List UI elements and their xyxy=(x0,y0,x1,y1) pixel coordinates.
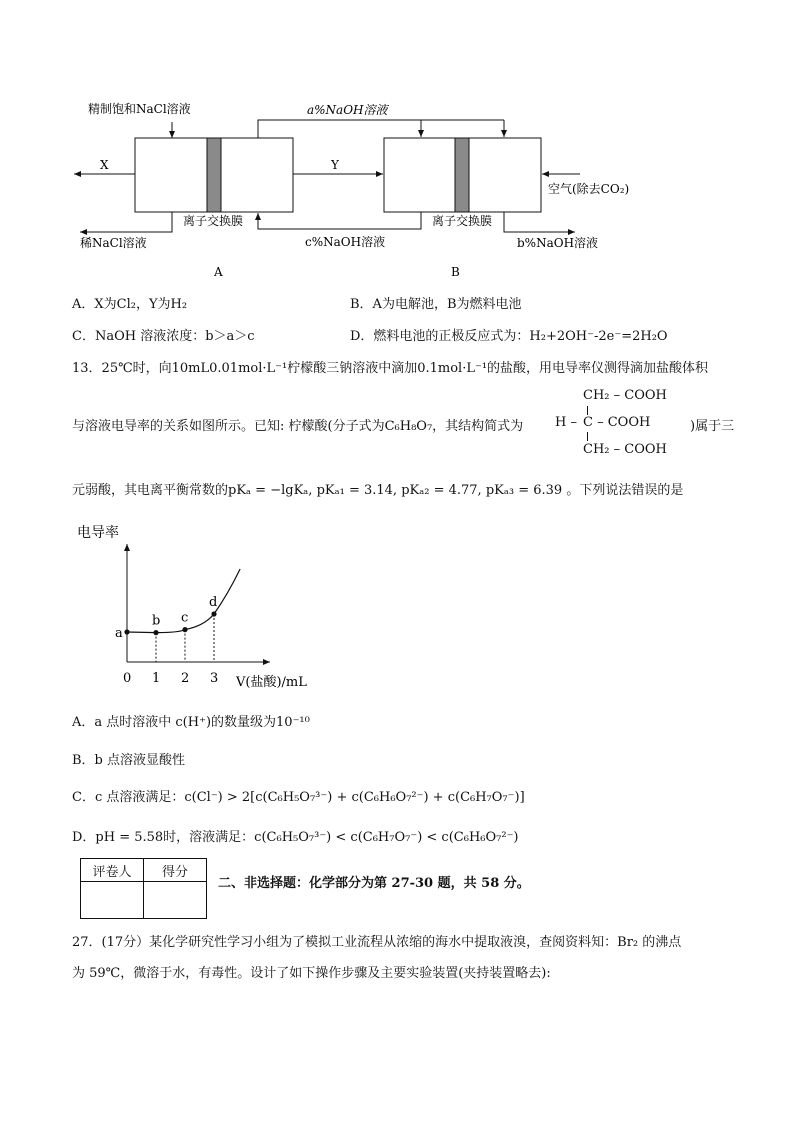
naoh-c-label: c%NaOH溶液 xyxy=(305,235,386,249)
q13-line1: 13．25℃时，向10mL0.01mol·L⁻¹柠檬酸三钠溶液中滴加0.1mol·L⁻¹的盐酸，用电导率仪测得滴加盐酸体积 xyxy=(72,361,709,376)
point-c xyxy=(182,627,187,632)
struct-bot: CH₂ – COOH xyxy=(583,442,667,457)
grader-cell xyxy=(81,882,144,919)
air-label: 空气(除去CO₂) xyxy=(548,182,630,196)
q13-option-d: D．pH = 5.58时，溶液满足：c(C₆H₅O₇³⁻) < c(C₆H₇O₇⁻) < c(C₆H₆O₇²⁻) xyxy=(72,830,519,845)
conductivity-chart xyxy=(0,508,794,708)
score-header: 得分 xyxy=(144,859,207,882)
q27-line1: 27．(17分）某化学研究性学习小组为了模拟工业流程从浓缩的海水中提取液溴，查阅资料知：Br₂ 的沸点 xyxy=(72,935,682,950)
naoh-a-label: a%NaOH溶液 xyxy=(307,103,388,117)
q13-option-b: B．b 点溶液显酸性 xyxy=(72,753,186,768)
membrane-a-bar xyxy=(207,138,221,212)
struct-mid: C – COOH xyxy=(583,415,651,430)
x-label: X xyxy=(100,158,109,172)
point-d xyxy=(211,611,216,616)
q12-option-b: B．A为电解池，B为燃料电池 xyxy=(350,297,522,312)
point-label-d: d xyxy=(209,595,218,610)
section-heading: 二、非选择题：化学部分为第 27-30 题，共 58 分。 xyxy=(218,876,530,891)
electrolysis-diagram xyxy=(0,0,794,290)
q12-option-d: D．燃料电池的正极反应式为：H₂+2OH⁻-2e⁻=2H₂O xyxy=(350,329,668,344)
struct-bond-down xyxy=(587,432,588,441)
q13-option-a: A．a 点时溶液中 c(H⁺)的数量级为10⁻¹⁰ xyxy=(72,715,310,730)
q13-line3: 元弱酸，其电离平衡常数的pKₐ = −lgKₐ, pKₐ₁ = 3.14, pKₐ₂ = 4.77, pKₐ₃ = 6.39 。下列说法错误的是 xyxy=(72,483,684,498)
q12-option-c: C．NaOH 溶液浓度：b＞a＞c xyxy=(72,329,255,344)
struct-top: CH₂ – COOH xyxy=(583,388,667,403)
q13-line2-pre: 与溶液电导率的关系如图所示。已知: 柠檬酸(分子式为C₆H₈O₇，其结构简式为 xyxy=(72,419,524,434)
point-label-b: b xyxy=(152,613,161,629)
cell-a-label: A xyxy=(214,265,223,279)
brine-label: 精制饱和NaCl溶液 xyxy=(88,102,191,116)
membrane-a-label: 离子交换膜 xyxy=(183,214,244,228)
struct-bond-up xyxy=(587,406,588,415)
score-box xyxy=(80,858,207,919)
x-tick-0: 0 xyxy=(123,671,132,686)
q27-line2: 为 59℃，微溶于水，有毒性。设计了如下操作步骤及主要实验装置(夹持装置略去): xyxy=(72,966,551,981)
point-label-c: c xyxy=(181,610,189,626)
cell-b-label: B xyxy=(451,265,460,279)
point-a xyxy=(124,629,129,634)
x-axis-label: V(盐酸)/mL xyxy=(236,675,307,690)
x-tick-1: 1 xyxy=(152,671,161,686)
y-label: Y xyxy=(331,158,339,172)
point-label-a: a xyxy=(115,626,123,641)
naoh-b-label: b%NaOH溶液 xyxy=(517,236,599,250)
struct-h: H – xyxy=(555,415,577,430)
membrane-b-label: 离子交换膜 xyxy=(432,214,493,228)
grader-header: 评卷人 xyxy=(81,859,144,882)
x-tick-3: 3 xyxy=(210,671,219,686)
point-b xyxy=(153,630,158,635)
q13-line2-post: )属于三 xyxy=(690,419,735,434)
score-cell xyxy=(144,882,207,919)
y-axis-label: 电导率 xyxy=(77,525,119,541)
dilute-nacl-label: 稀NaCl溶液 xyxy=(80,236,147,250)
q12-option-a: A．X为Cl₂，Y为H₂ xyxy=(72,297,188,312)
x-tick-2: 2 xyxy=(181,671,190,686)
q13-option-c: C．c 点溶液满足：c(Cl⁻) > 2[c(C₆H₅O₇³⁻) + c(C₆H₆O₇²⁻) + c(C₆H₇O₇⁻)] xyxy=(72,790,525,805)
membrane-b-bar xyxy=(455,138,469,212)
